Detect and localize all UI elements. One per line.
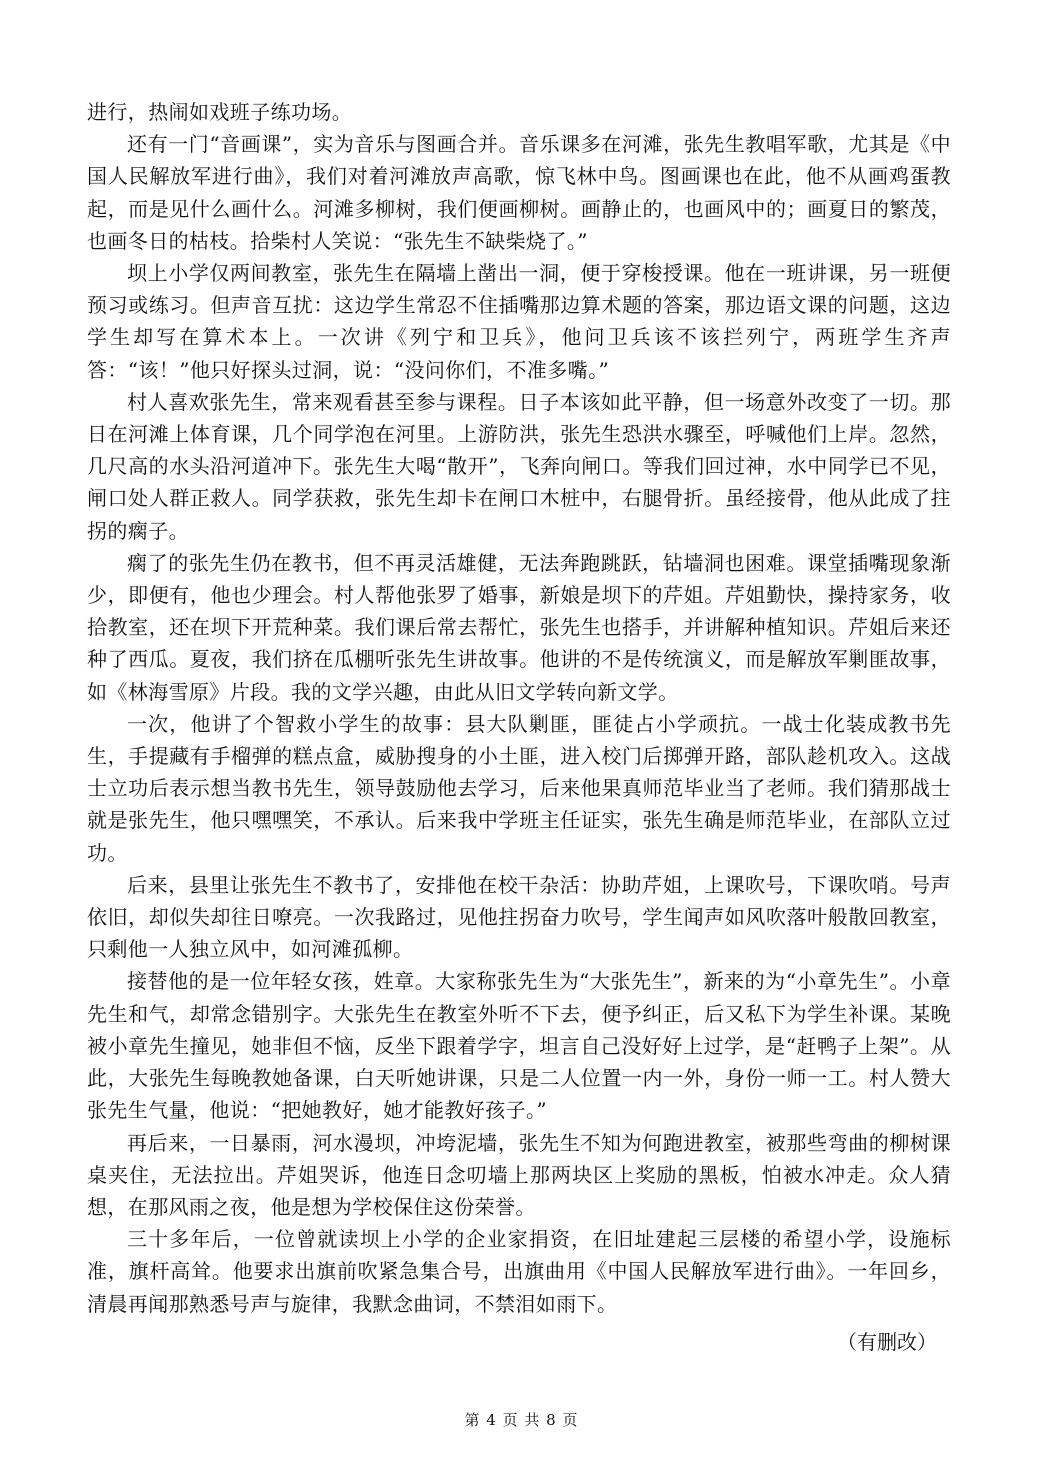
paragraph-7: 后来，县里让张先生不教书了，安排他在校干杂活：协助芹姐，上课吹号，下课吹哨。号声依旧，却似失却往日嘹亮。一次我路过，见他拄拐奋力吹号，学生闻声如风吹落叶般散回教室，只剩他一人独立风中，如河滩孤柳。 [87, 872, 951, 962]
paragraph-2: 还有一门“音画课”，实为音乐与图画合并。音乐课多在河滩，张先生教唱军歌，尤其是《中国人民解放军进行曲》，我们对着河滩放声高歌，惊飞林中鸟。图画课也在此，他不从画鸡蛋教起，而是见什么画什么。河滩多柳树，我们便画柳树。画静止的，也画风中的；画夏日的繁茂，也画冬日的枯枝。拾柴村人笑说：“张先生不缺柴烧了。” [87, 132, 951, 253]
paragraph-10: 三十多年后，一位曾就读坝上小学的企业家捐资，在旧址建起三层楼的希望小学，设施标准，旗杆高耸。他要求出旗前吹紧急集合号，出旗曲用《中国人民解放军进行曲》。一年回乡，清晨再闻那熟悉号声与旋律，我默念曲词，不禁泪如雨下。 [87, 1227, 951, 1316]
paragraph-1: 进行，热闹如戏班子练功场。 [87, 100, 353, 124]
paragraph-4: 村人喜欢张先生，常来观看甚至参与课程。日子本该如此平静，但一场意外改变了一切。那日在河滩上体育课，几个同学泡在河里。上游防洪，张先生恐洪水骤至，呼喊他们上岸。忽然，几尺高的水头沿河道冲下。张先生大喝“散开”，飞奔向闸口。等我们回过神，水中同学已不见，闸口处人群正救人。同学获救，张先生却卡在闸口木桩中，右腿骨折。虽经接骨，他从此成了拄拐的瘸子。 [87, 389, 951, 543]
paragraph-8: 接替他的是一位年轻女孩，姓章。大家称张先生为“大张先生”，新来的为“小章先生”。小章先生和气，却常念错别字。大张先生在教室外听不下去，便予纠正，后又私下为学生补课。某晚被小章先生撞见，她非但不恼，反坐下跟着学字，坦言自己没好好上过学，是“赶鸭子上架”。从此，大张先生每晚教她备课，白天听她讲课，只是二人位置一内一外，身份一师一工。村人赞大张先生气量，他说：“把她教好，她才能教好孩子。” [87, 969, 951, 1123]
paragraph-3: 坝上小学仅两间教室，张先生在隔墙上凿出一洞，便于穿梭授课。他在一班讲课，另一班便预习或练习。但声音互扰：这边学生常忍不住插嘴那边算术题的答案，那边语文课的问题，这边学生却写在算术本上。一次讲《列宁和卫兵》，他问卫兵该不该拦列宁，两班学生齐声答：“该！”他只好探头过洞，说：“没问你们，不准多嘴。” [87, 261, 951, 382]
page-footer: 第 4 页 共 8 页 [464, 1411, 579, 1429]
paragraph-6: 一次，他讲了个智救小学生的故事：县大队剿匪，匪徒占小学顽抗。一战士化装成教书先生，手提藏有手榴弹的糕点盒，威胁搜身的小土匪，进入校门后掷弹开路，部队趁机攻入。这战士立功后表示想当教书先生，领导鼓励他去学习，后来他果真师范毕业当了老师。我们猜那战士就是张先生，他只嘿嘿笑，不承认。后来我中学班主任证实，张先生确是师范毕业，在部队立过功。 [87, 711, 951, 865]
article-body [87, 96, 951, 1358]
paragraph-9: 再后来，一日暴雨，河水漫坝，冲垮泥墙，张先生不知为何跑进教室，被那些弯曲的柳树课桌夹住，无法拉出。芹姐哭诉，他连日念叨墙上那两块区上奖励的黑板，怕被水冲走。众人猜想，在那风雨之夜，他是想为学校保住这份荣誉。 [87, 1130, 951, 1219]
abridged-note: （有删改） [837, 1329, 937, 1354]
paragraph-5: 瘸了的张先生仍在教书，但不再灵活雄健，无法奔跑跳跃，钻墙洞也困难。课堂插嘴现象渐少，即便有，他也少理会。村人帮他张罗了婚事，新娘是坝下的芹姐。芹姐勤快，操持家务，收拾教室，还在坝下开荒种菜。我们课后常去帮忙，张先生也搭手，并讲解种植知识。芹姐后来还种了西瓜。夏夜，我们挤在瓜棚听张先生讲故事。他讲的不是传统演义，而是解放军剿匪故事，如《林海雪原》片段。我的文学兴趣，由此从旧文学转向新文学。 [87, 550, 951, 704]
